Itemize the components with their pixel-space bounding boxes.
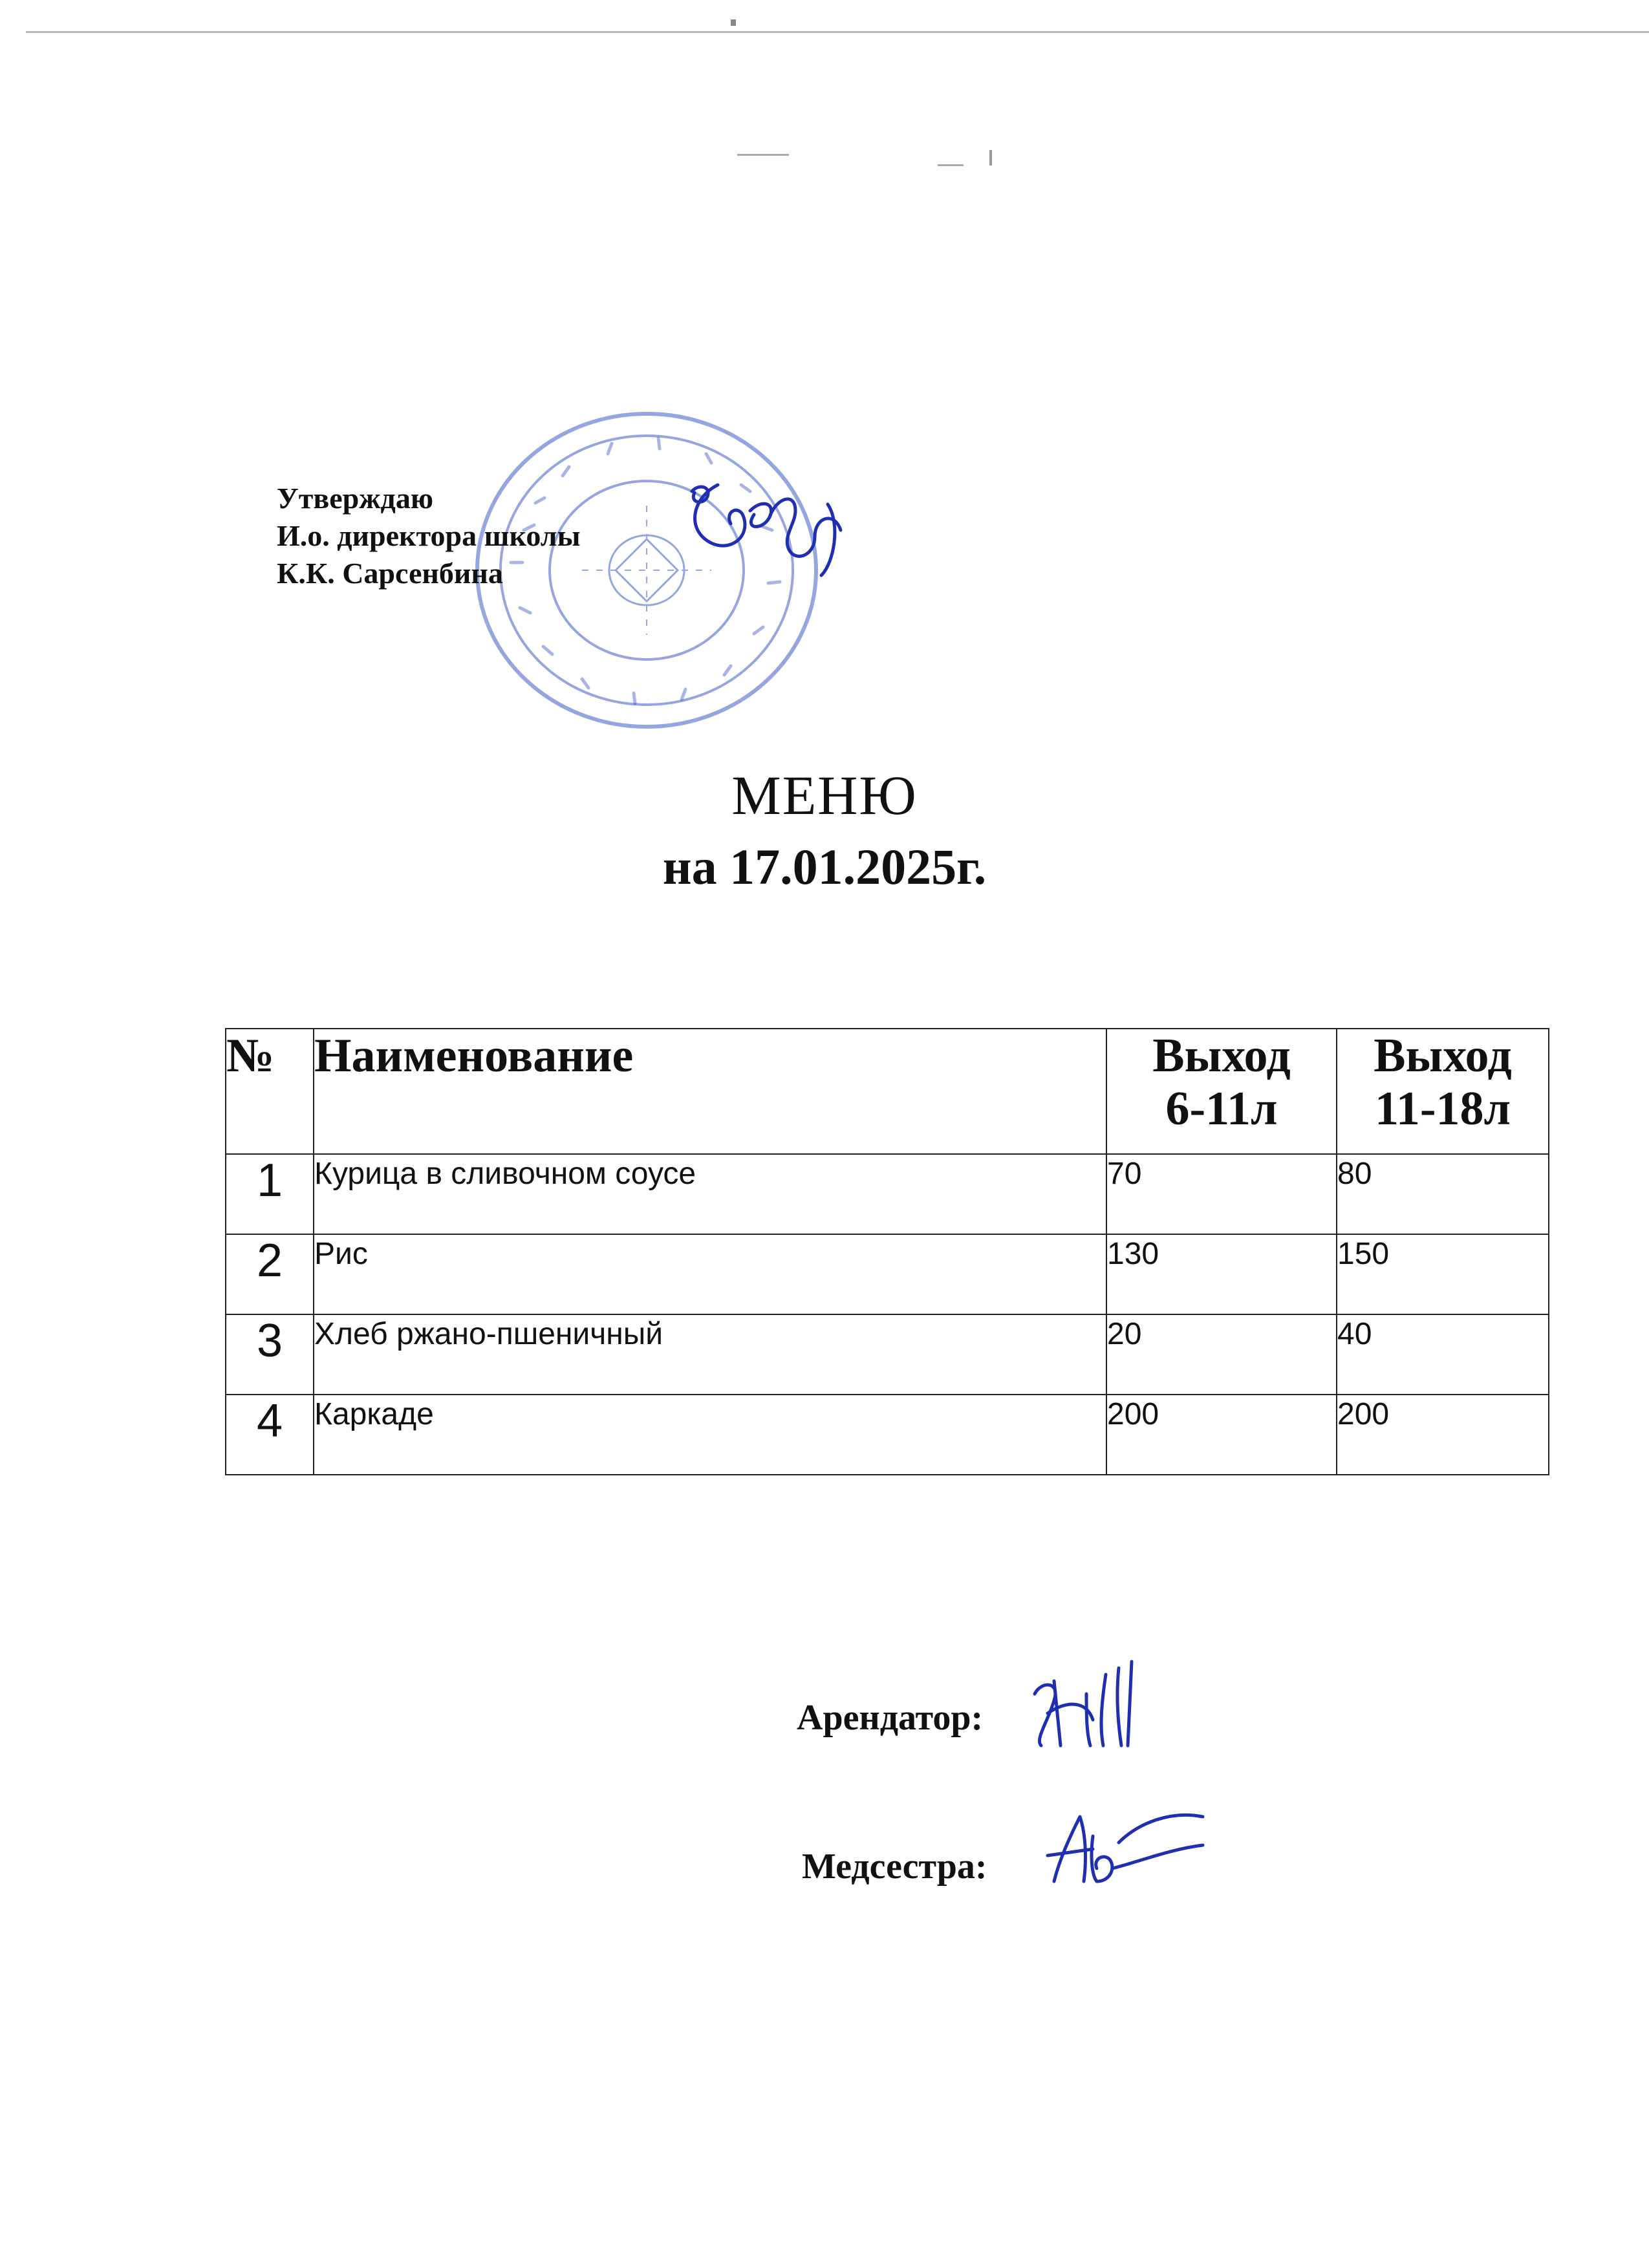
tenant-signature [1022,1655,1164,1759]
output-6-11: 200 [1106,1395,1337,1475]
header-number: № [226,1029,314,1154]
scan-speck [938,164,964,166]
table-row [226,1314,1549,1395]
row-number: 3 [226,1314,314,1395]
table-row [226,1234,1549,1314]
scan-speck [989,150,992,166]
row-number: 1 [226,1154,314,1234]
dish-name: Рис [314,1234,1106,1314]
approval-name: К.К. Сарсенбина [277,557,503,590]
nurse-signature [1035,1797,1216,1894]
nurse-signature-label: Медсестра: [802,1846,987,1887]
header-output-label: Выход [1374,1029,1512,1082]
output-11-18: 80 [1337,1154,1549,1234]
approval-block [277,480,580,592]
header-output-11-18 [1337,1029,1549,1154]
output-6-11: 70 [1106,1154,1337,1234]
scan-speck [731,19,736,26]
header-output-6-11 [1106,1029,1337,1154]
output-11-18: 40 [1337,1314,1549,1395]
row-number: 2 [226,1234,314,1314]
header-output-age: 11-18л [1374,1082,1511,1135]
approval-position: И.о. директора школы [277,519,581,552]
output-11-18: 200 [1337,1395,1549,1475]
output-6-11: 130 [1106,1234,1337,1314]
director-signature [673,465,867,595]
table-row [226,1154,1549,1234]
scan-speck [737,154,789,156]
menu-date: на 17.01.2025г. [662,839,987,895]
row-number: 4 [226,1395,314,1475]
menu-table [225,1028,1549,1475]
tenant-signature-label: Арендатор: [797,1698,984,1738]
header-output-age: 6-11л [1165,1082,1278,1135]
scan-edge-line [26,31,1649,33]
header-name: Наименование [314,1029,1106,1154]
dish-name: Каркаде [314,1395,1106,1475]
output-6-11: 20 [1106,1314,1337,1395]
output-11-18: 150 [1337,1234,1549,1314]
dish-name: Курица в сливочном соусе [314,1154,1106,1234]
table-header-row [226,1029,1549,1154]
menu-title: МЕНЮ [731,764,918,826]
approval-label: Утверждаю [277,482,433,515]
dish-name: Хлеб ржано-пшеничный [314,1314,1106,1395]
header-output-label: Выход [1152,1029,1291,1082]
table-row [226,1395,1549,1475]
